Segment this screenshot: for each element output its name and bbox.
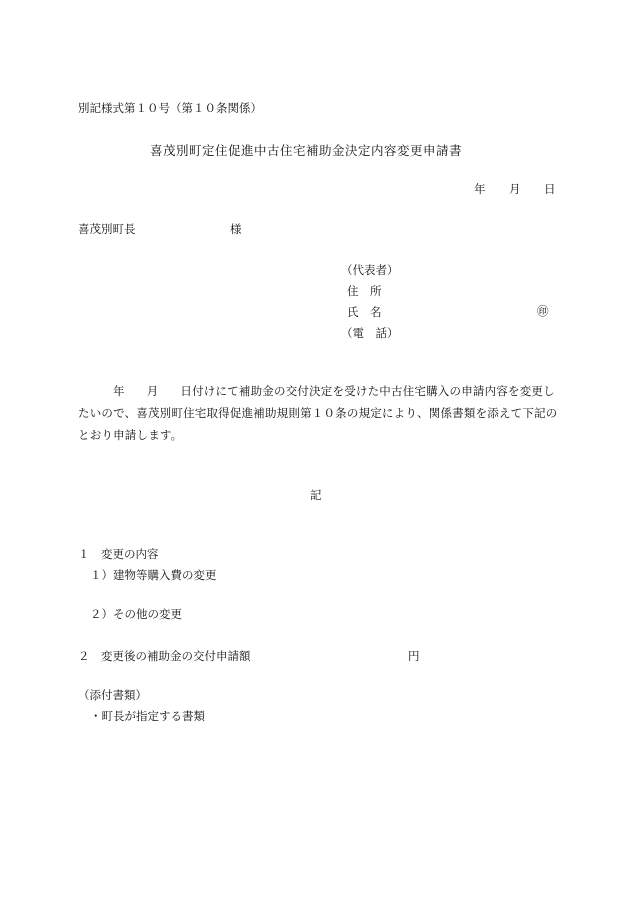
- item-1-sub-2: ２）その他の変更: [90, 607, 182, 621]
- item-1-sub-1: １）建物等購入費の変更: [90, 568, 217, 582]
- document-title: 喜茂別町定住促進中古住宅補助金決定内容変更申請書: [150, 143, 463, 158]
- body-paragraph: [78, 380, 558, 446]
- date-month: 月: [509, 182, 521, 196]
- addressee-name: 喜茂別町長: [78, 222, 136, 236]
- body-month: 月: [146, 384, 159, 398]
- name-label: 氏 名: [347, 305, 382, 319]
- addressee-honorific: 様: [230, 222, 242, 236]
- body-year: 年: [113, 384, 125, 398]
- item-1: １ 変更の内容: [78, 547, 159, 561]
- attachments-heading: （添付書類）: [78, 688, 147, 702]
- address-label: 住 所: [347, 284, 382, 298]
- date-year: 年: [474, 182, 486, 196]
- phone-label: （電 話）: [341, 326, 399, 340]
- attachments-item: ・町長が指定する書類: [90, 709, 205, 723]
- ki-heading: 記: [310, 488, 322, 502]
- form-label: 別記様式第１０号（第１０条関係）: [78, 101, 262, 115]
- item-2: ２ 変更後の補助金の交付申請額: [78, 649, 251, 663]
- seal-mark: ㊞: [537, 304, 549, 318]
- yen-unit: 円: [408, 649, 420, 663]
- date-day: 日: [544, 182, 556, 196]
- body-text: 日付けにて補助金の交付決定を受けた中古住宅購入の申請内容を変更したいので、喜茂別町住宅取得促進補助規則第１０条の規定により、関係書類を添えて下記のとおり申請します。: [78, 384, 558, 442]
- representative-label: （代表者）: [341, 263, 399, 277]
